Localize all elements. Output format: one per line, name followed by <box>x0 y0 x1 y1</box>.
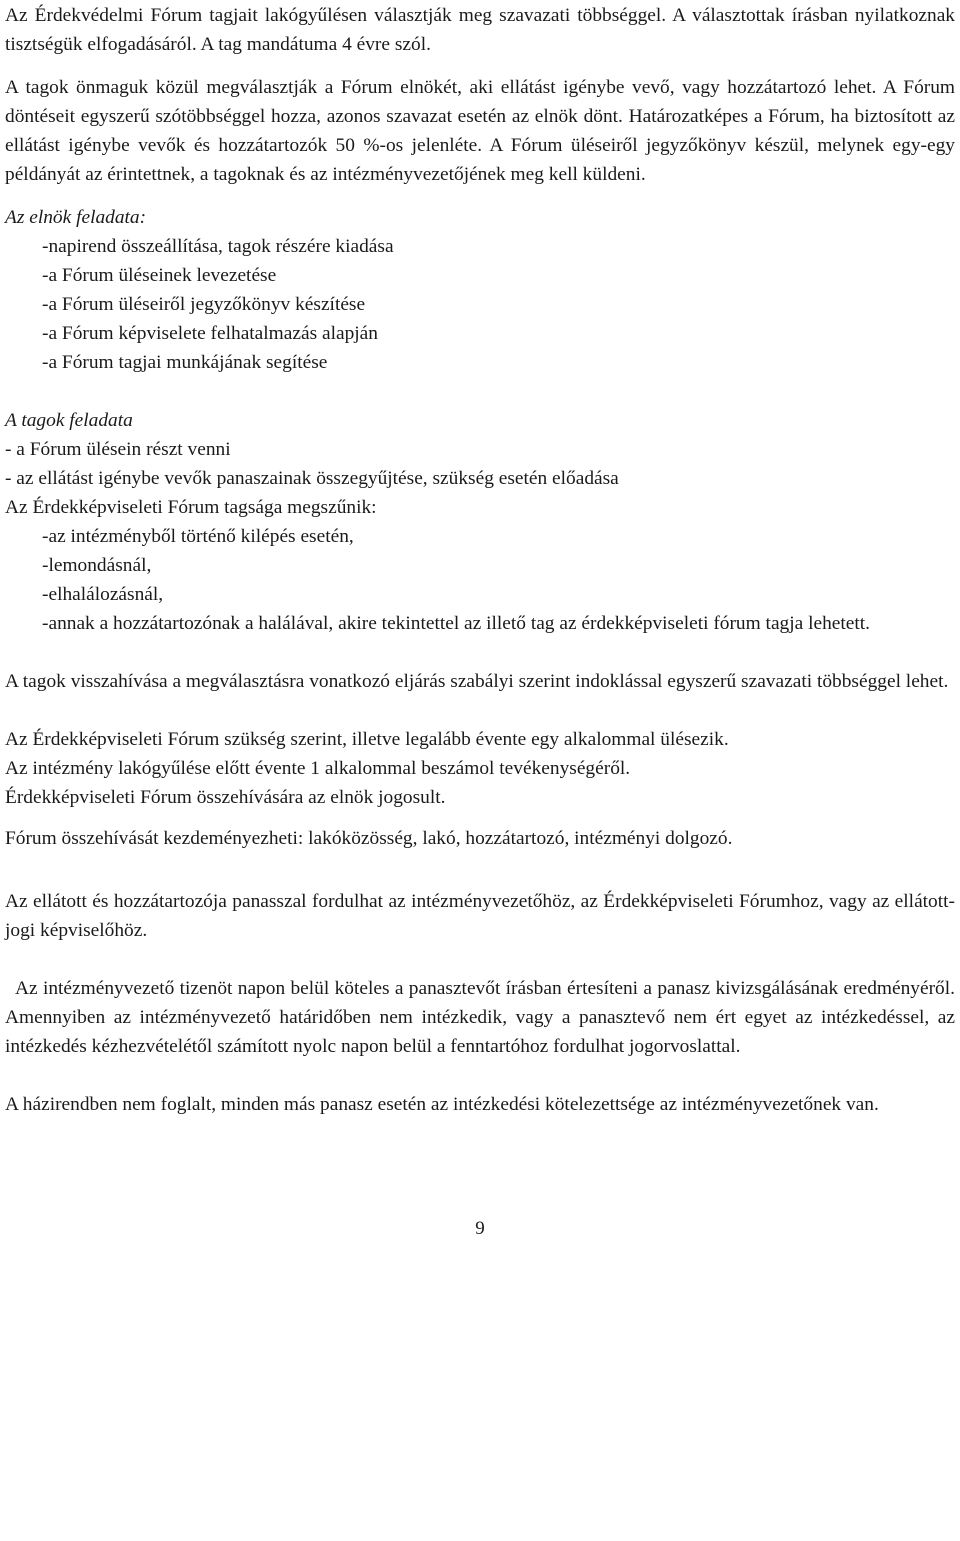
paragraph-tizenot-nap: Az intézményvezető tizenöt napon belül köteles a panasztevőt írásban értesíteni a panasz kivizsgálásának eredményéről. Amennyiben az intézményvezető határidőben nem intézkedik, vagy a panasztevő nem ért egyet az intézkedéssel, az intézkedés kézhezvételétől számított nyolc napon belül a fenntartóhoz fordulhat jogorvoslattal. <box>5 978 955 1057</box>
text-line: Érdekképviseleti Fórum összehívására az elnök jogosult. <box>5 787 446 808</box>
paragraph-panasz: Az ellátott és hozzátartozója panasszal fordulhat az intézményvezetőhöz, az Érdekképviseleti Fórumhoz, vagy az ellátott-jogi képviselőhöz. <box>5 891 955 941</box>
text-line: Az Érdekképviseleti Fórum szükség szerint, illetve legalább évente egy alkalommal ülésezik. <box>5 729 729 750</box>
heading-tagsag-megszunik: Az Érdekképviseleti Fórum tagsága megszűnik: <box>5 497 377 518</box>
list-elnok-feladata <box>5 232 955 377</box>
paragraph-forum-rules: A tagok önmaguk közül megválasztják a Fórum elnökét, aki ellátást igénybe vevő, vagy hozzátartozó lehet. A Fórum döntéseit egyszerű szótöbbséggel hozza, azonos szavazat esetén az elnök dönt. Határozatképes a Fórum, ha biztosított az ellátást igénybe vevők és hozzátartozók 50 %-os jelenléte. A Fórum üléseiről jegyzőkönyv készül, melynek egy-egy példányát az érintettnek, a tagoknak és az intézményvezetőjének meg kell küldeni. <box>5 77 955 185</box>
paragraph-ules <box>5 725 955 812</box>
page-number: 9 <box>475 1218 485 1239</box>
text-line: Az intézmény lakógyűlése előtt évente 1 alkalommal beszámol tevékenységéről. <box>5 758 631 779</box>
list-item: -napirend összeállítása, tagok részére kiadása <box>42 236 394 257</box>
list-item: -a Fórum tagjai munkájának segítése <box>42 352 328 373</box>
heading-elnok-feladata: Az elnök feladata: <box>5 207 147 228</box>
list-item: -a Fórum üléseiről jegyzőkönyv készítése <box>42 294 366 315</box>
heading-tagok-feladata: A tagok feladata <box>5 410 133 431</box>
list-item: - az ellátást igénybe vevők panaszainak összegyűjtése, szükség esetén előadása <box>5 468 619 489</box>
list-tagsag-megszunik <box>5 522 955 638</box>
list-item: -elhalálozásnál, <box>42 584 164 605</box>
paragraph-kezdemenyez: Fórum összehívását kezdeményezheti: lakóközösség, lakó, hozzátartozó, intézményi dolgozó. <box>5 828 733 849</box>
list-item: -annak a hozzátartozónak a halálával, akire tekintettel az illető tag az érdekképviseleti fórum tagja lehetett. <box>42 613 871 634</box>
document-page <box>5 0 955 1119</box>
list-item: -lemondásnál, <box>42 555 152 576</box>
paragraph-forum-election: Az Érdekvédelmi Fórum tagjait lakógyűlésen választják meg szavazati többséggel. A választottak írásban nyilatkoznak tisztségük elfogadásáról. A tag mandátuma 4 évre szól. <box>5 5 955 55</box>
list-item: -a Fórum üléseinek levezetése <box>42 265 277 286</box>
paragraph-hazirend: A házirendben nem foglalt, minden más panasz esetén az intézkedési kötelezettsége az intézményvezetőnek van. <box>5 1094 879 1115</box>
paragraph-visszahivas: A tagok visszahívása a megválasztásra vonatkozó eljárás szabályi szerint indoklással egyszerű szavazati többséggel lehet. <box>5 671 949 692</box>
list-item: -az intézményből történő kilépés esetén, <box>42 526 354 547</box>
list-item: -a Fórum képviselete felhatalmazás alapján <box>42 323 378 344</box>
list-item: - a Fórum ülésein részt venni <box>5 439 231 460</box>
